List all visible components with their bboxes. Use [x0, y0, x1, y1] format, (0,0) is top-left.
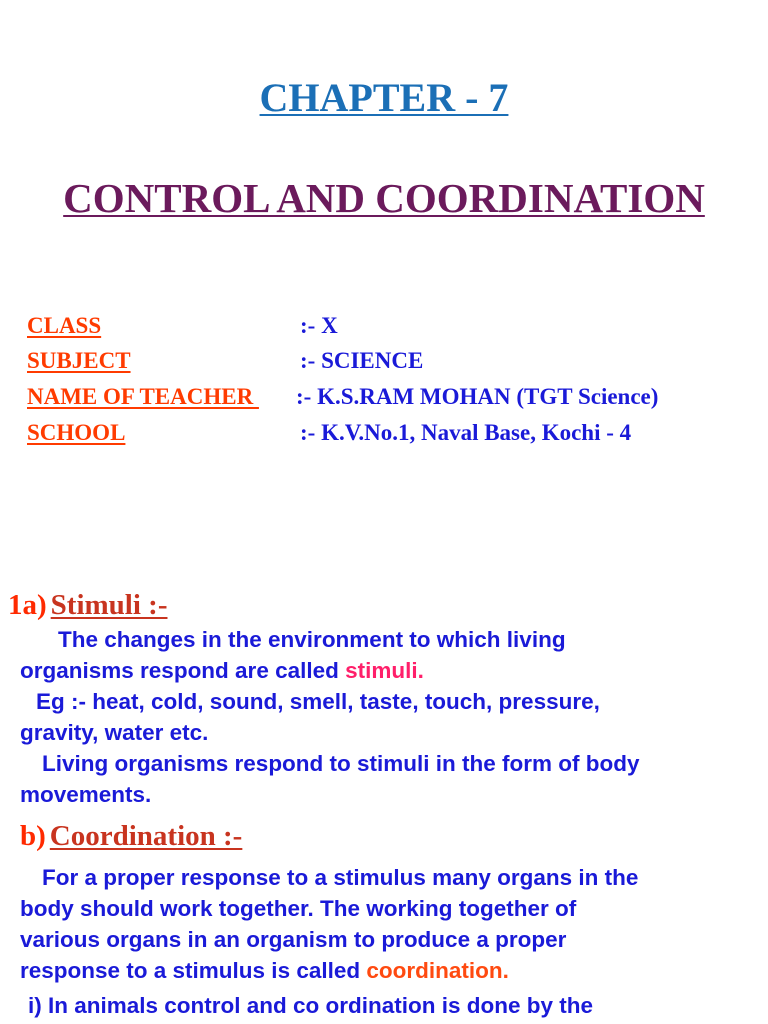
section-b-number: b) [20, 820, 46, 852]
info-value-teacher: :- K.S.RAM MOHAN (TGT Science) [296, 384, 659, 409]
section-a-line-2-text: organisms respond are called [20, 658, 346, 683]
info-label-teacher: NAME OF TEACHER [27, 384, 259, 409]
info-label-subject: SUBJECT [27, 348, 131, 373]
stimuli-highlight: stimuli. [345, 658, 424, 683]
section-b-line-2: body should work together. The working together of [20, 896, 577, 921]
section-b-line-5: i) In animals control and co ordination is done by the [28, 993, 594, 1018]
section-b-heading [20, 820, 242, 853]
section-a-line-5: Living organisms respond to stimuli in the form of body [42, 751, 640, 776]
section-a-line-4: gravity, water etc. [20, 720, 209, 745]
info-value-school: :- K.V.No.1, Naval Base, Kochi - 4 [300, 420, 632, 445]
section-a-line-2 [20, 655, 424, 686]
section-a-heading [8, 589, 167, 622]
info-label-class: CLASS [27, 313, 102, 338]
section-a-line-3: Eg :- heat, cold, sound, smell, taste, touch, pressure, [36, 689, 600, 714]
chapter-heading: CHAPTER - 7 [259, 75, 509, 120]
chapter-title: CONTROL AND COORDINATION [63, 175, 705, 221]
section-b-title: Coordination :- [49, 820, 243, 852]
section-a-title: Stimuli :- [50, 589, 168, 621]
section-b-line-1: For a proper response to a stimulus many organs in the [42, 865, 639, 890]
section-b-line-4-text: response to a stimulus is called [20, 958, 367, 983]
info-label-school: SCHOOL [27, 420, 126, 445]
section-b-line-4 [20, 955, 509, 986]
section-a-number: 1a) [8, 589, 47, 621]
coordination-highlight: coordination. [366, 958, 509, 983]
section-b-line-3: various organs in an organism to produce a proper [20, 927, 567, 952]
section-a-line-6: movements. [20, 782, 152, 807]
section-a-line-1: The changes in the environment to which living [58, 627, 566, 652]
info-value-subject: :- SCIENCE [300, 348, 424, 373]
info-value-class: :- X [300, 313, 338, 338]
